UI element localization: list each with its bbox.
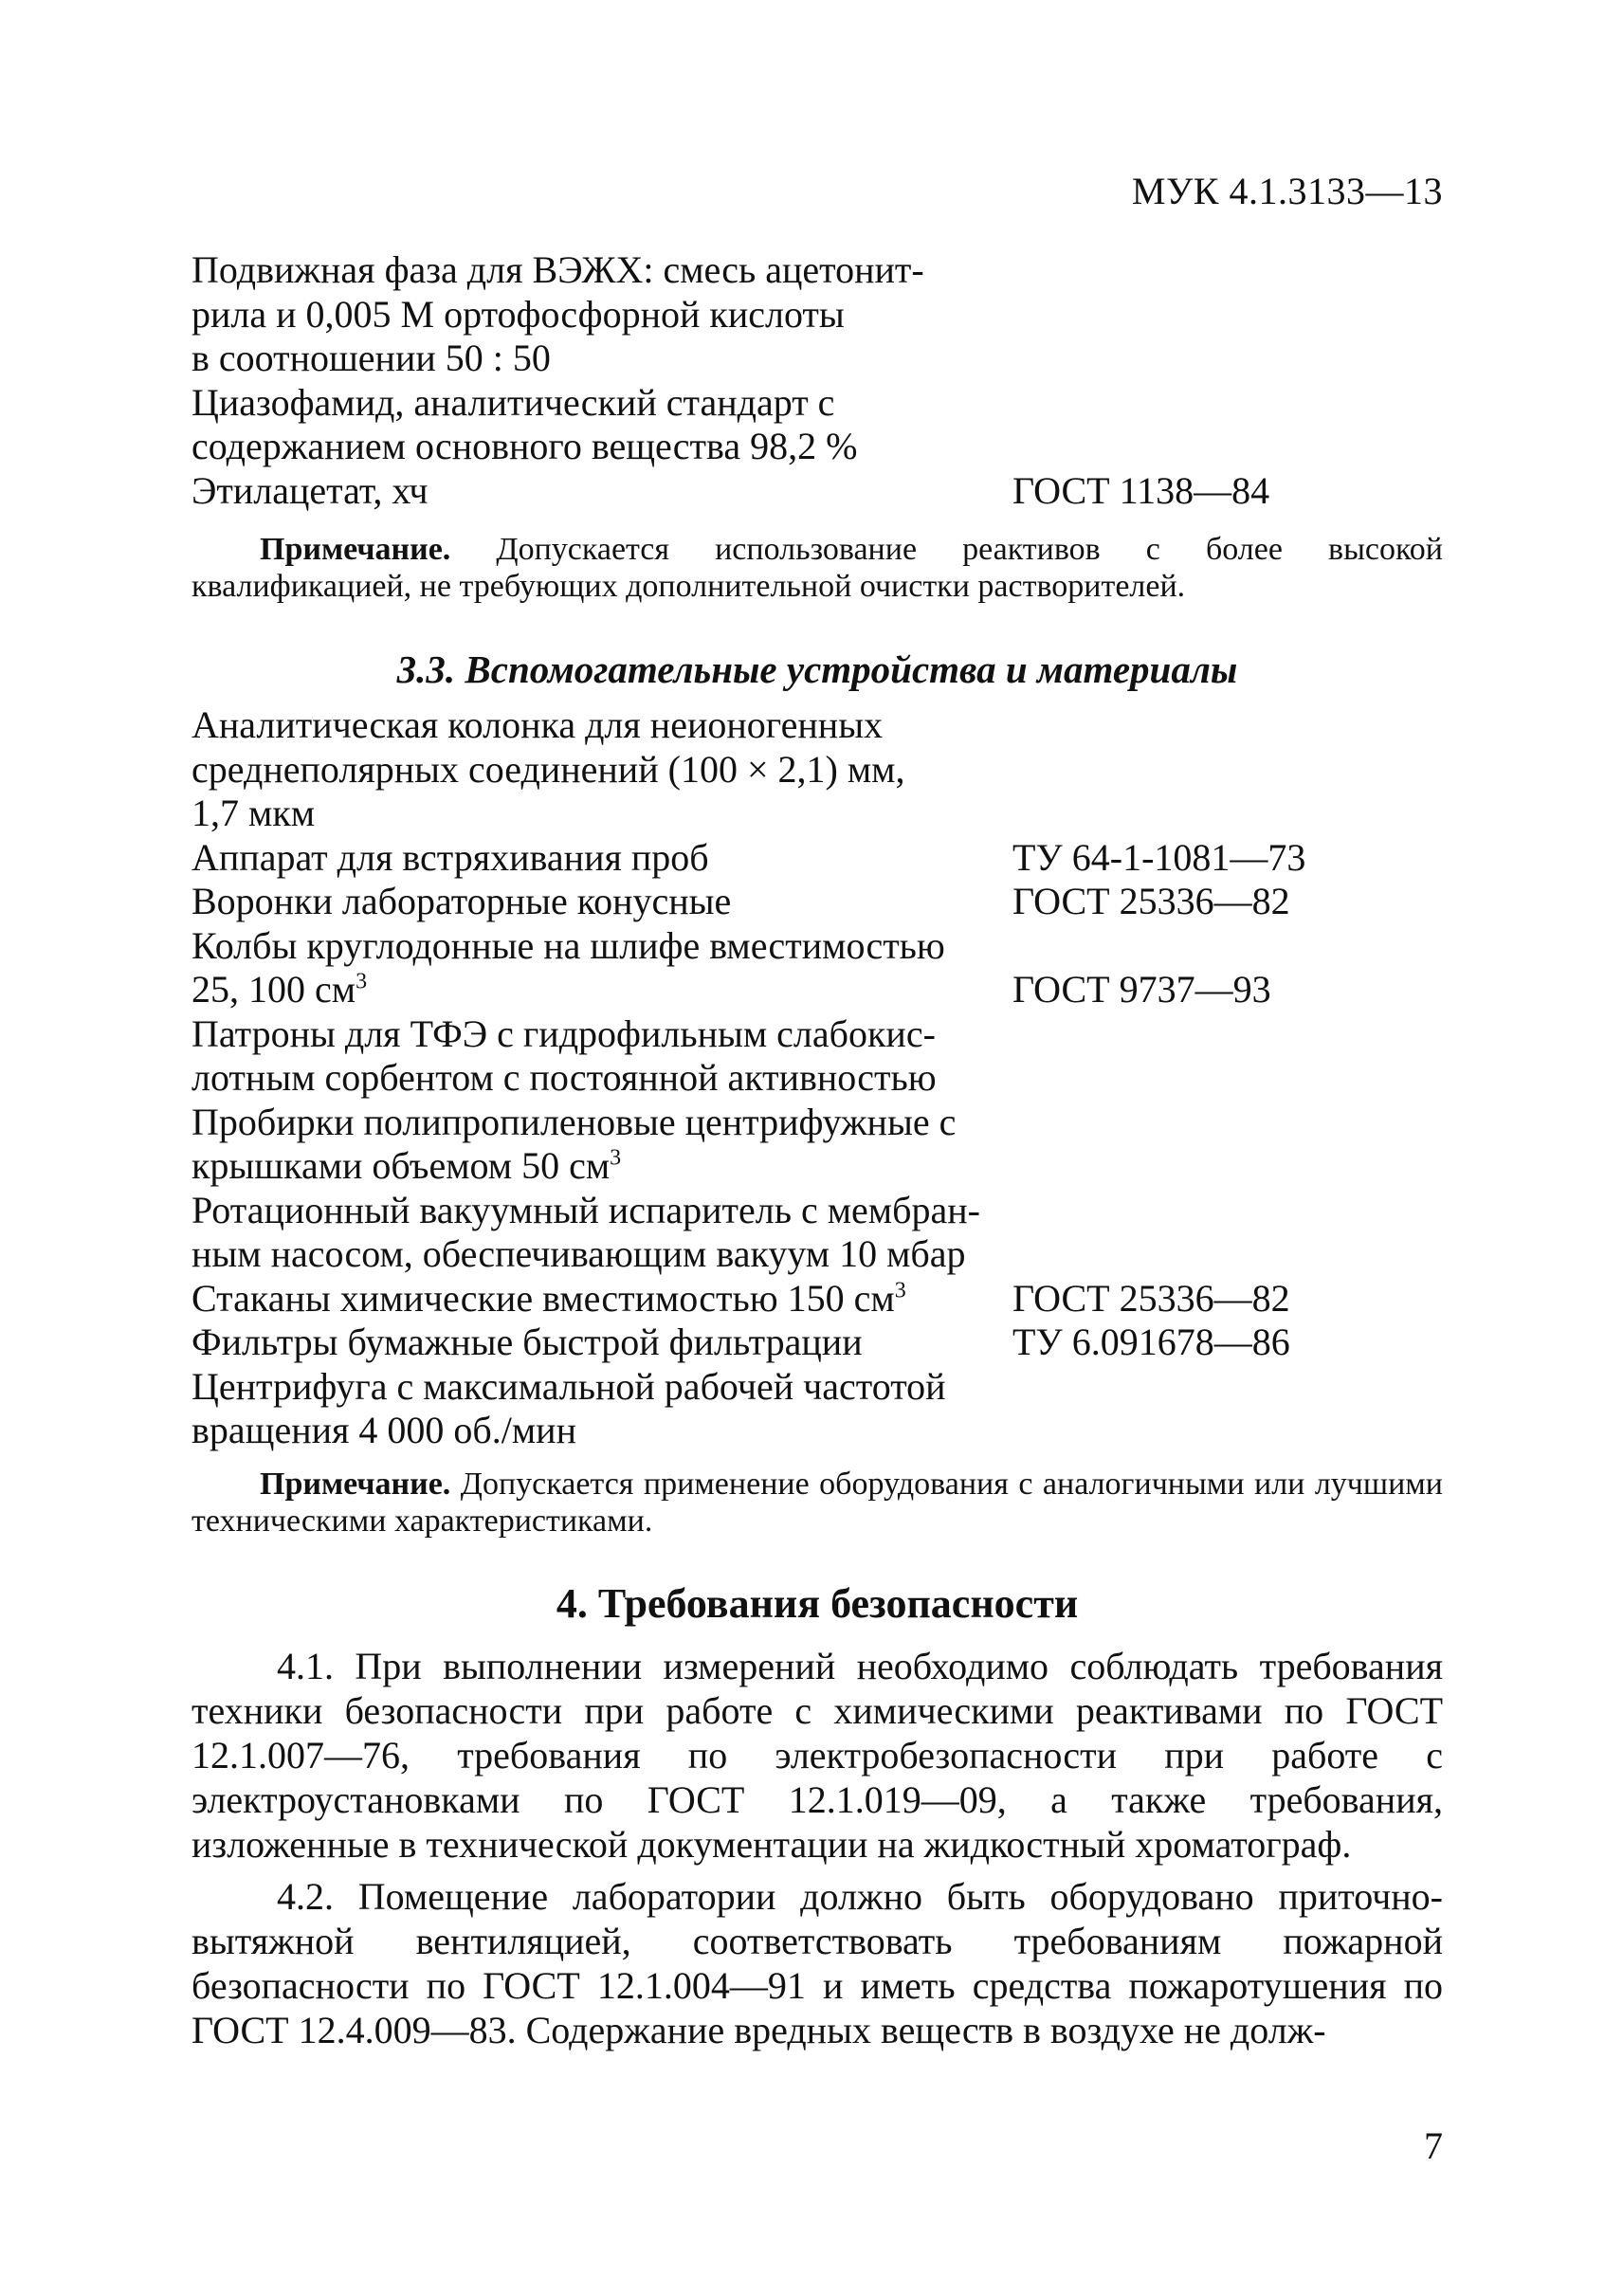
item-text: Колбы круглодонные на шлифе вместимостью: [191, 923, 945, 967]
list-item: [191, 1101, 1443, 1145]
note-text: Допускается применение оборудования с аналогичными или лучшими техническими характеристиками.: [191, 1467, 1443, 1539]
item-text: 25, 100 $см^3$: [191, 968, 368, 1011]
list-item: [191, 1409, 1443, 1453]
item-text: Пробирки полипропиленовые центрифужные с: [191, 1100, 957, 1143]
item-text: Воронки лабораторные конусные: [191, 880, 732, 922]
list-item: [191, 1232, 1443, 1277]
item-standard-code: ТУ 64-1-1081—73: [1012, 835, 1306, 879]
list-item: [191, 924, 1443, 969]
list-item: [191, 836, 1443, 881]
list-item: [191, 381, 1443, 426]
item-text: Фильтры бумажные быстрой фильтрации: [191, 1321, 863, 1363]
item-text: 1,7 мкм: [191, 792, 316, 834]
item-text: рила и 0,005 М ортофосфорной кислоты: [191, 292, 845, 336]
list-item: [191, 1144, 1443, 1189]
item-text: Аналитическая колонка для неионогенных: [191, 703, 884, 746]
item-text: содержанием основного вещества 98,2 %: [191, 425, 858, 467]
item-text: крышками объемом 50 $см^3$: [191, 1144, 622, 1187]
list-item: [191, 248, 1443, 293]
item-text: Патроны для ТФЭ с гидрофильным слабокис-: [191, 1011, 936, 1055]
list-item: [191, 293, 1443, 337]
item-text: среднеполярных соединений (100 × 2,1) мм,: [191, 747, 905, 791]
list-item: [191, 968, 1443, 1012]
list-item: [191, 1277, 1443, 1321]
devices-note: [191, 1466, 1443, 1540]
superscript: 3: [610, 1145, 622, 1171]
safety-paragraphs: [191, 1644, 1443, 2052]
item-standard-code: ГОСТ 25336—82: [1012, 880, 1290, 922]
superscript: 3: [894, 1278, 906, 1303]
item-text: лотным сорбентом с постоянной активностью: [191, 1056, 937, 1099]
list-item: [191, 425, 1443, 469]
item-text: Циазофамид, аналитический стандарт с: [191, 380, 835, 424]
reagents-note: [191, 531, 1443, 605]
list-item: [191, 1189, 1443, 1233]
item-standard-code: ГОСТ 1138—84: [1012, 468, 1270, 512]
item-text: Этилацетат, хч: [191, 468, 429, 512]
list-item: [191, 703, 1443, 748]
reagents-list: [191, 248, 1443, 513]
paragraph-4-2: 4.2. Помещение лаборатории должно быть оборудовано приточно-вытяжной вентиляцией, соответствовать требованиям пожарной безопасности по ГОСТ 12.1.004—91 и иметь средства пожаротушения по ГОСТ 12.4.009—83. Содержание вредных веществ в воздухе не долж-: [191, 1875, 1443, 2051]
section-heading: 4. Требования безопасности: [556, 1580, 1079, 1627]
item-text: Аппарат для встряхивания проб: [191, 835, 709, 879]
item-text: ным насосом, обеспечивающим вакуум 10 мбар: [191, 1232, 966, 1275]
item-text: вращения 4 000 об./мин: [191, 1409, 576, 1451]
list-item: [191, 880, 1443, 924]
safety-heading-block: [191, 1579, 1443, 1628]
list-item: [191, 1365, 1443, 1410]
item-text: Центрифуга с максимальной рабочей частотой: [191, 1364, 946, 1408]
running-header: МУК 4.1.3133—13: [1131, 170, 1443, 212]
list-item: [191, 792, 1443, 836]
item-text: Подвижная фаза для ВЭЖХ: смесь ацетонит-: [191, 248, 924, 291]
paragraph-4-1: 4.1. При выполнении измерений необходимо соблюдать требования техники безопасности при работе с химическими реактивами по ГОСТ 12.1.007—76, требования по электробезопасности при работе с электроустановками по ГОСТ 12.1.019—09, а также требования, изложенные в технической документации на жидкостный хроматограф.: [191, 1645, 1443, 1866]
list-item: [191, 469, 1443, 514]
item-text: в соотношении 50 : 50: [191, 337, 551, 379]
note-label: Примечание.: [260, 532, 451, 567]
list-item: [191, 337, 1443, 381]
item-standard-code: ТУ 6.091678—86: [1012, 1321, 1290, 1363]
item-text: Ротационный вакуумный испаритель с мембран-: [191, 1188, 980, 1231]
page-number: 7: [1424, 2124, 1443, 2167]
note-label: Примечание.: [260, 1467, 451, 1502]
section-subheading: 3.3. Вспомогательные устройства и материалы: [396, 647, 1238, 691]
list-item: [191, 1012, 1443, 1057]
devices-list: [191, 703, 1443, 1453]
item-standard-code: ГОСТ 9737—93: [1012, 968, 1271, 1011]
superscript: 3: [356, 969, 368, 994]
list-item: [191, 1056, 1443, 1101]
item-text: Стаканы химические вместимостью 150 $см^3$: [191, 1276, 906, 1320]
devices-heading-block: [191, 647, 1443, 692]
list-item: [191, 1321, 1443, 1365]
list-item: [191, 748, 1443, 793]
item-standard-code: ГОСТ 25336—82: [1012, 1276, 1290, 1320]
note-text: Допускается использование реактивов с более высокой квалификацией, не требующих дополнительной очистки растворителей.: [191, 532, 1443, 604]
